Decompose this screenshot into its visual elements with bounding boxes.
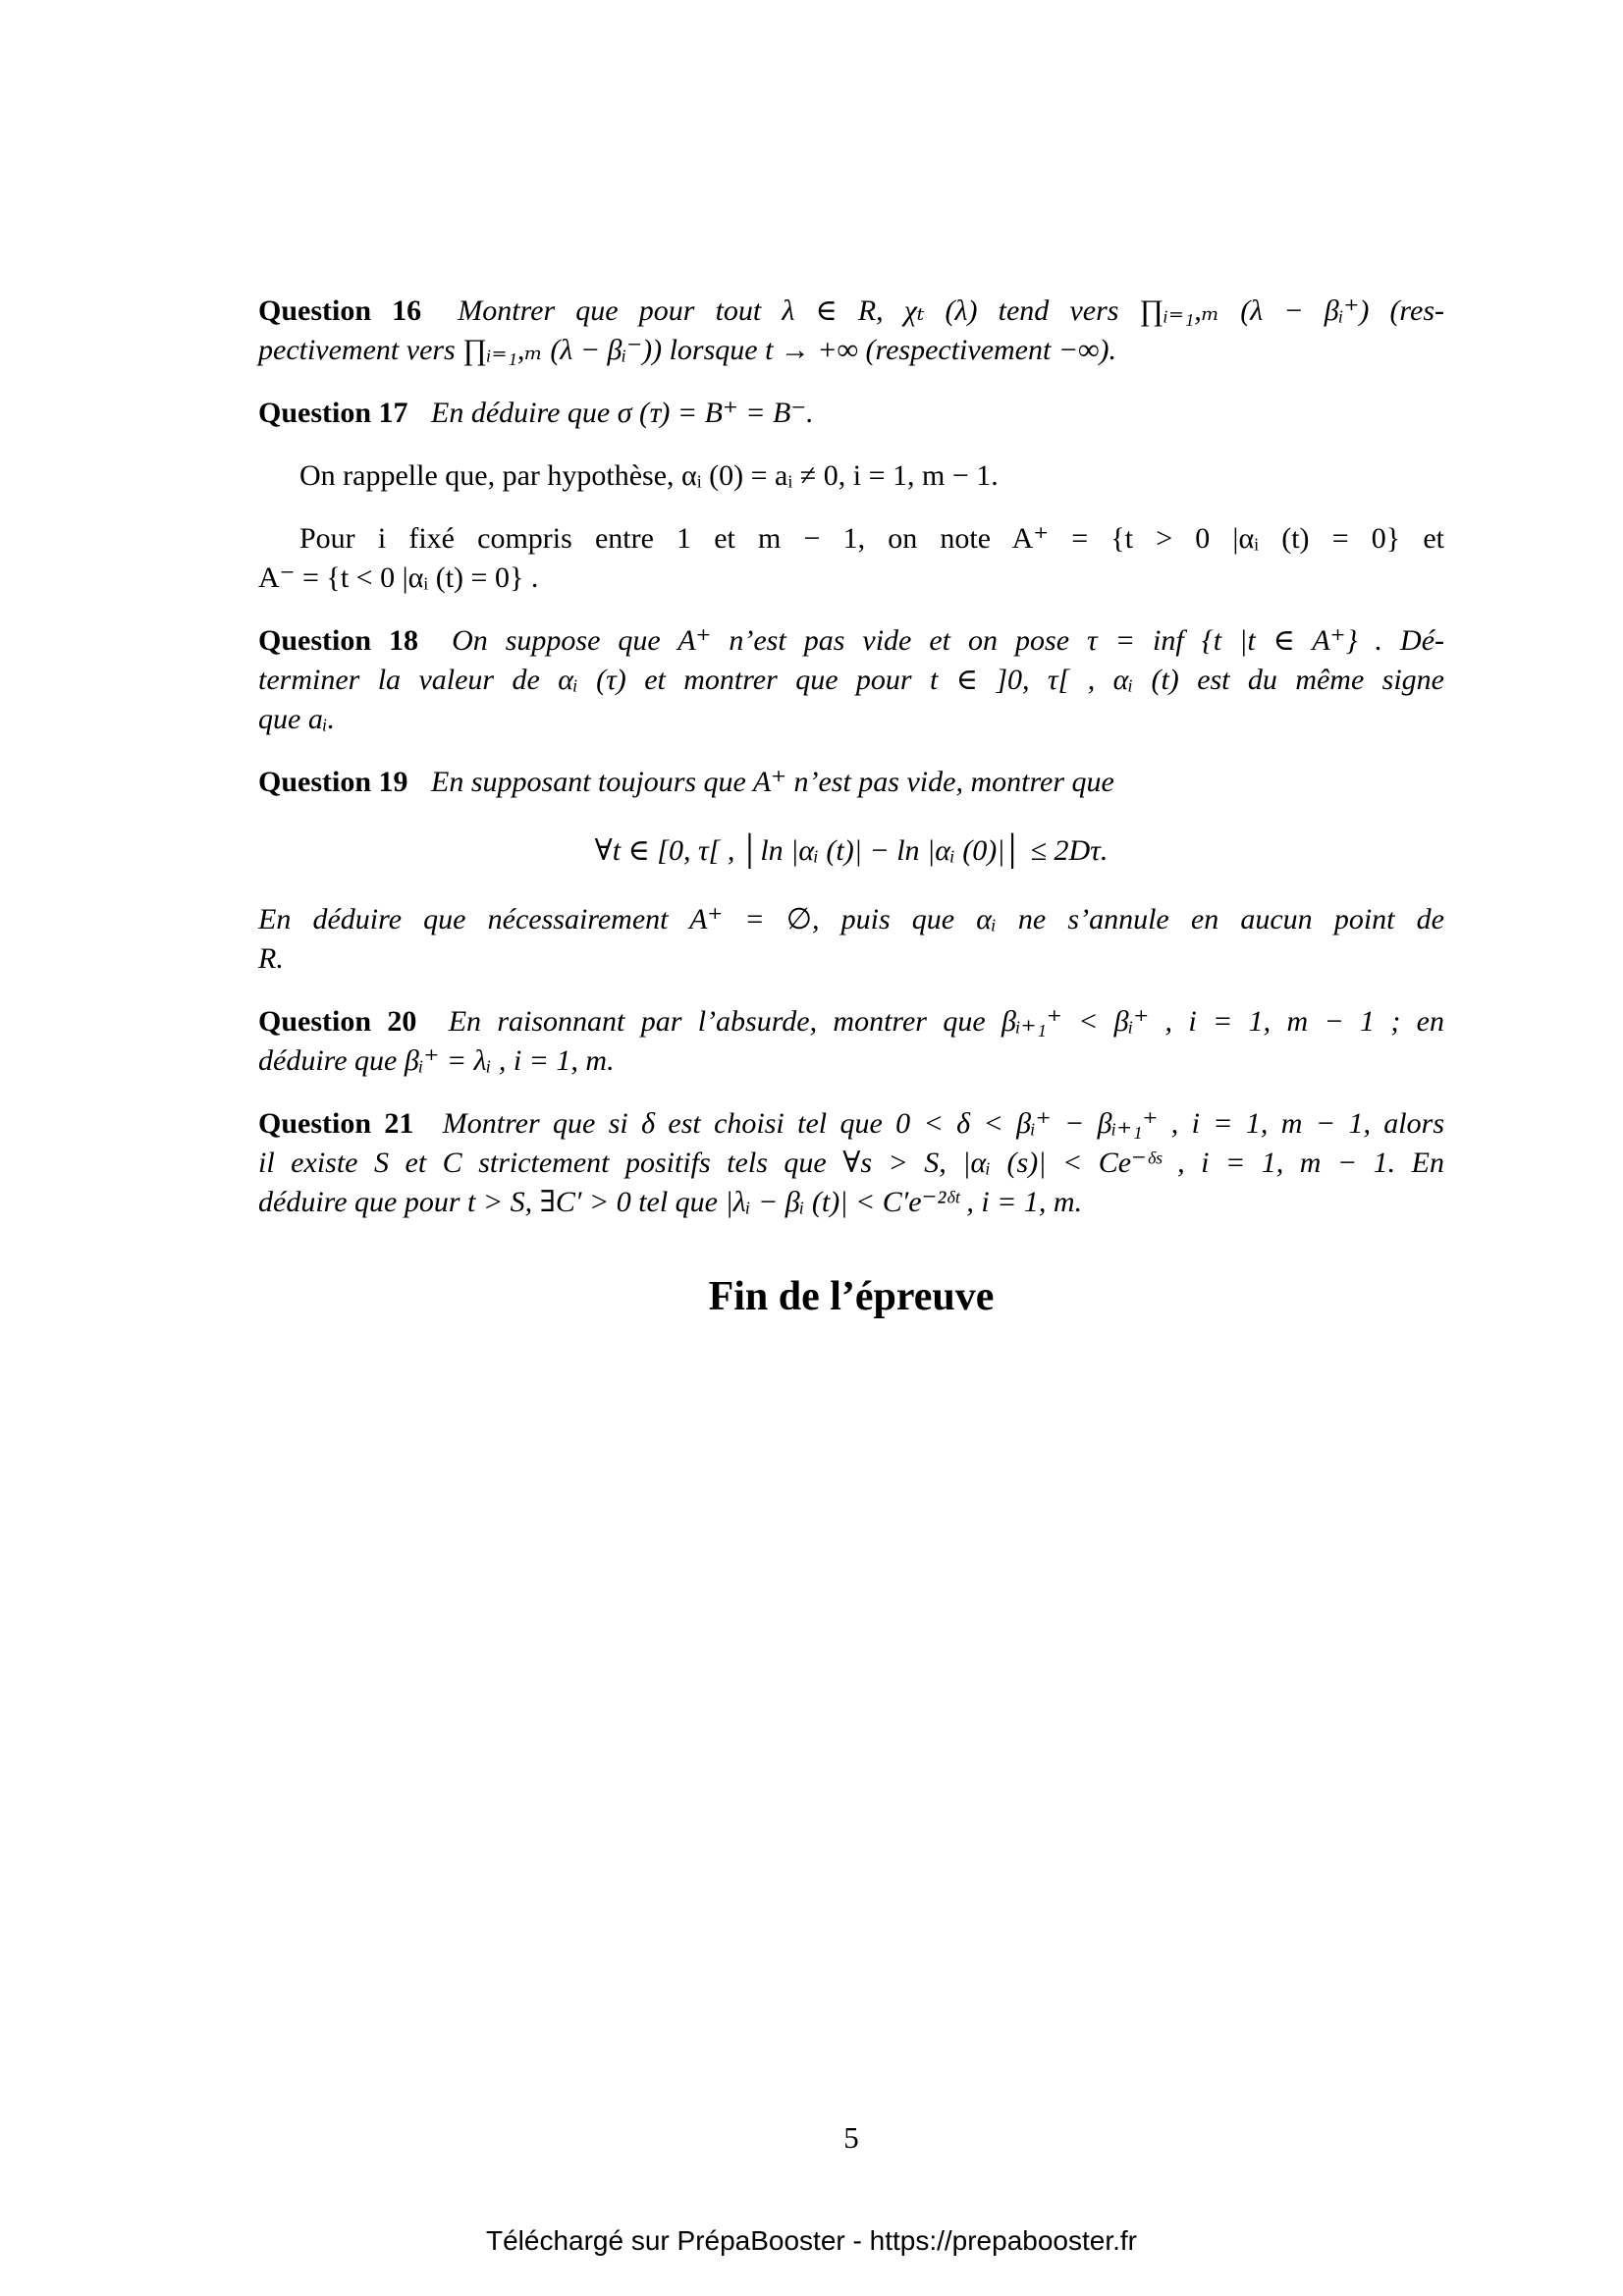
line-text: En déduire que nécessairement A⁺ = ∅, puis que αᵢ ne s’annule en aucun point de	[258, 903, 1444, 935]
question-label: Question 18	[258, 624, 419, 657]
question-17	[258, 394, 1444, 433]
text-line	[258, 1104, 1444, 1144]
line-text: déduire que βᵢ⁺ = λᵢ , i = 1, m.	[258, 1044, 615, 1077]
text-line	[258, 559, 1444, 598]
question-label: Question 21	[258, 1107, 414, 1140]
line-text: A⁻ = {t < 0 |αᵢ (t) = 0} .	[258, 561, 539, 594]
line-text: terminer la valeur de αᵢ (τ) et montrer que pour t ∈ ]0, τ[ , αᵢ (t) est du même signe	[258, 664, 1444, 696]
text-line	[258, 621, 1444, 661]
question-label: Question 17	[258, 397, 408, 429]
page-number: 5	[843, 2120, 859, 2155]
line-text: Montrer que si δ est choisi tel que 0 < δ < βᵢ⁺ − βᵢ₊₁⁺ , i = 1, m − 1, alors	[442, 1107, 1444, 1140]
display-equation	[258, 828, 1444, 875]
text-line	[258, 1041, 1444, 1081]
text-line	[258, 939, 1444, 979]
question-19	[258, 763, 1444, 802]
line-text: En déduire que σ (ᴛ) = B⁺ = B⁻.	[431, 397, 814, 429]
text-line	[258, 661, 1444, 700]
text-line	[258, 763, 1444, 802]
text-line	[258, 1002, 1444, 1041]
end-of-exam-heading: Fin de l’épreuve	[708, 1274, 995, 1319]
exam-text-block	[258, 292, 1444, 1322]
question-21	[258, 1104, 1444, 1222]
question-label: Question 20	[258, 1005, 417, 1038]
question-16	[258, 292, 1444, 370]
text-line	[258, 900, 1444, 939]
line-text: pectivement vers ∏ᵢ₌₁,ₘ (λ − βᵢ⁻)) lorsque t → +∞ (respectivement −∞).	[258, 334, 1116, 366]
continuation-paragraph	[258, 900, 1444, 979]
line-text: On rappelle que, par hypothèse, αᵢ (0) = aᵢ ≠ 0, i = 1, m − 1.	[299, 459, 999, 492]
line-text: R.	[258, 942, 284, 975]
text-line	[258, 394, 1444, 433]
line-text: Pour i fixé compris entre 1 et m − 1, on note A⁺ = {t > 0 |αᵢ (t) = 0} et	[299, 522, 1444, 555]
question-18	[258, 621, 1444, 739]
question-20	[258, 1002, 1444, 1081]
line-text: On suppose que A⁺ n’est pas vide et on pose τ = inf {t |t ∈ A⁺} . Dé-	[452, 624, 1445, 657]
text-line	[258, 1144, 1444, 1183]
text-paragraph	[258, 519, 1444, 598]
text-line	[258, 292, 1444, 331]
line-text: il existe S et C strictement positifs tels que ∀s > S, |αᵢ (s)| < Ce⁻ᵟˢ , i = 1, m − 1. En	[258, 1147, 1444, 1179]
text-line	[258, 1183, 1444, 1222]
line-text: ∀t ∈ [0, τ[ , │ln |αᵢ (t)| − ln |αᵢ (0)|│ ≤ 2Dτ.	[594, 834, 1109, 867]
line-text: En supposant toujours que A⁺ n’est pas vide, montrer que	[431, 766, 1114, 798]
question-label: Question 16	[258, 294, 422, 327]
question-label: Question 19	[258, 766, 408, 798]
text-line	[258, 331, 1444, 370]
text-line	[258, 700, 1444, 739]
text-line	[258, 456, 1444, 496]
line-text: que aᵢ.	[258, 703, 336, 735]
text-paragraph	[258, 456, 1444, 496]
line-text: Montrer que pour tout λ ∈ R, χₜ (λ) tend vers ∏ᵢ₌₁,ₘ (λ − βᵢ⁺) (res-	[458, 294, 1444, 327]
line-text: En raisonnant par l’absurde, montrer que βᵢ₊₁⁺ < βᵢ⁺ , i = 1, m − 1 ; en	[448, 1005, 1444, 1038]
text-line	[258, 519, 1444, 559]
text-line	[258, 828, 1444, 875]
download-footer-text: Téléchargé sur PrépaBooster - https://prepabooster.fr	[485, 2225, 1138, 2256]
line-text: déduire que pour t > S, ∃C′ > 0 tel que |λᵢ − βᵢ (t)| < C′e⁻²ᵟᵗ , i = 1, m.	[258, 1186, 1083, 1218]
